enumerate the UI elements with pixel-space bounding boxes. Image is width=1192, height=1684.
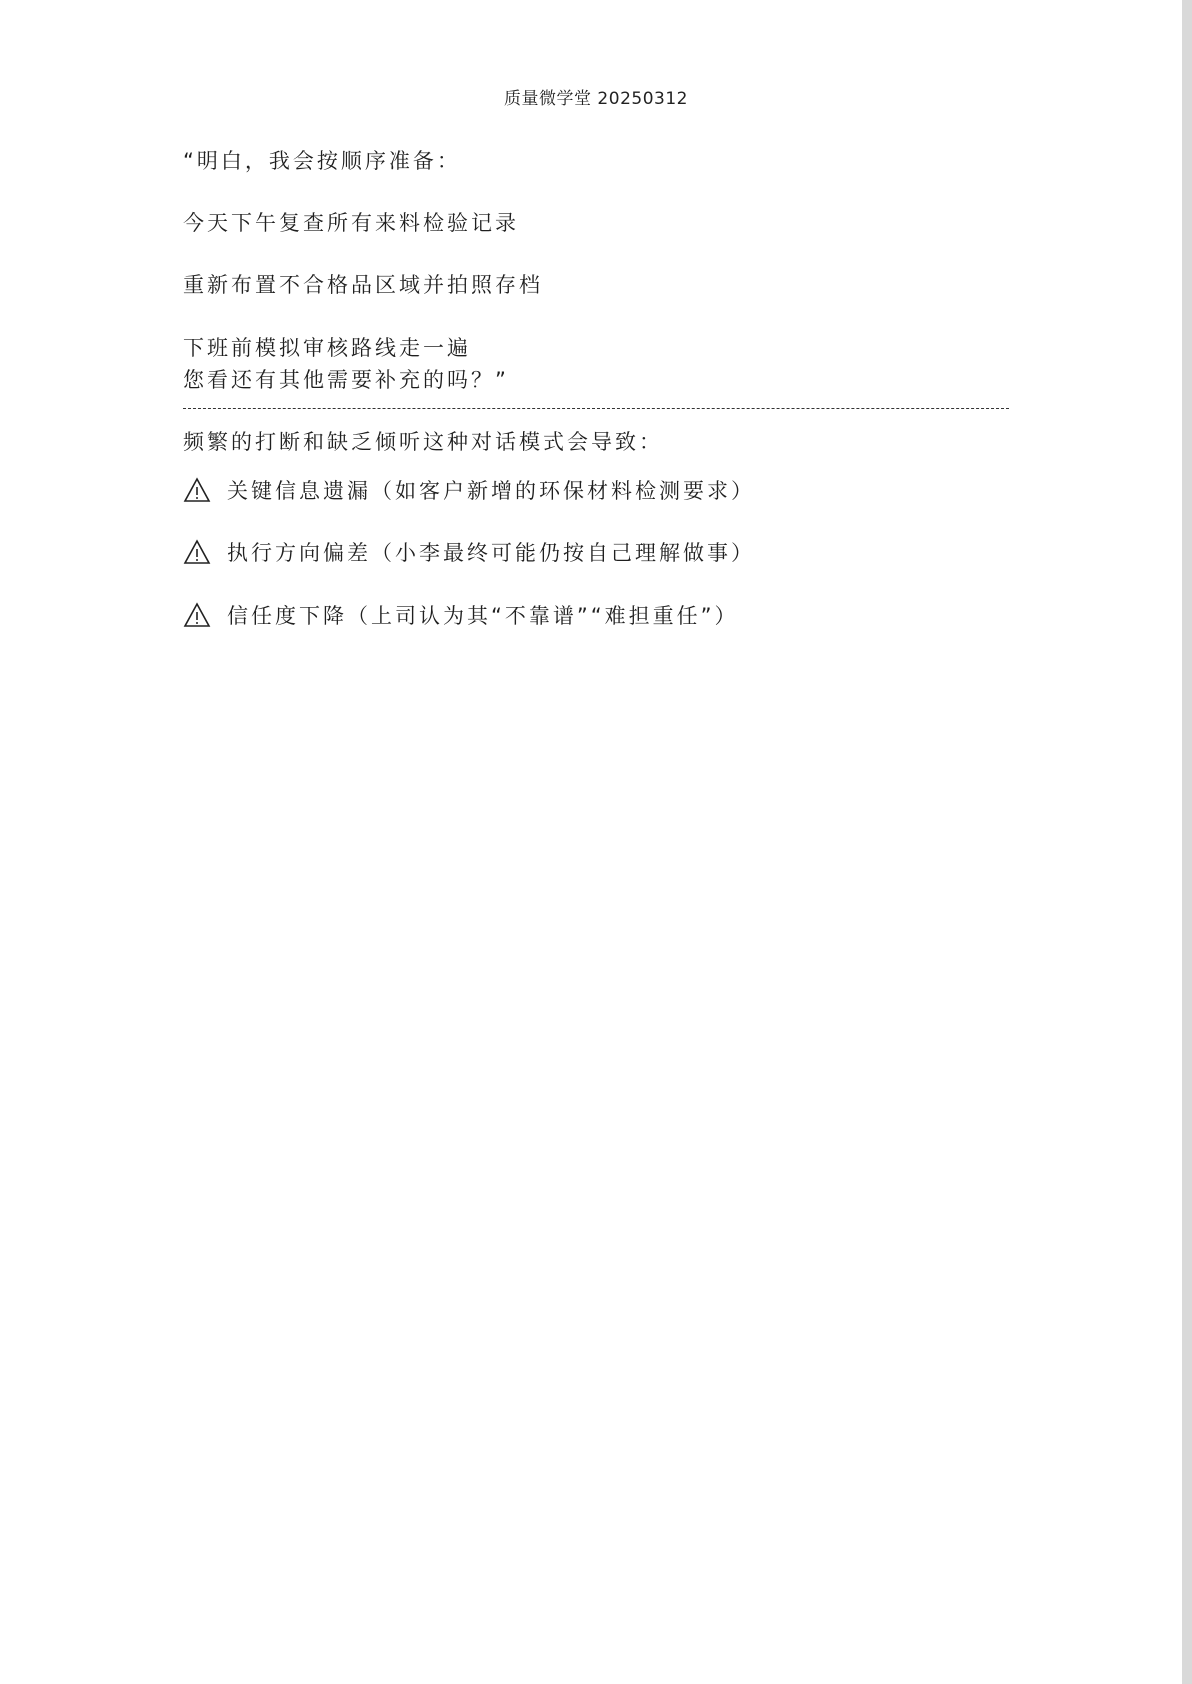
- consequence-text: 信任度下降（上司认为其“不靠谱”“难担重任”）: [227, 604, 739, 628]
- quote-line-3: 重新布置不合格品区域并拍照存档: [183, 273, 543, 297]
- dashed-divider: [183, 408, 1009, 409]
- consequence-item: [183, 537, 755, 567]
- warning-triangle-icon: [183, 539, 211, 565]
- quote-line-4: 下班前模拟审核路线走一遍: [183, 336, 471, 360]
- page-edge: [1182, 0, 1192, 1684]
- quote-line-1: “明白，我会按顺序准备：: [183, 149, 461, 173]
- warning-triangle-icon: [183, 477, 211, 503]
- quote-line-5: 您看还有其他需要补充的吗？”: [183, 368, 509, 392]
- consequence-item: [183, 475, 755, 505]
- consequence-text: 执行方向偏差（小李最终可能仍按自己理解做事）: [227, 541, 755, 565]
- consequences-intro: 频繁的打断和缺乏倾听这种对话模式会导致：: [183, 430, 663, 454]
- page-header: 质量微学堂 20250312: [504, 89, 688, 109]
- consequence-text: 关键信息遗漏（如客户新增的环保材料检测要求）: [227, 479, 755, 503]
- consequence-item: [183, 600, 739, 630]
- warning-triangle-icon: [183, 602, 211, 628]
- quote-line-2: 今天下午复查所有来料检验记录: [183, 211, 519, 235]
